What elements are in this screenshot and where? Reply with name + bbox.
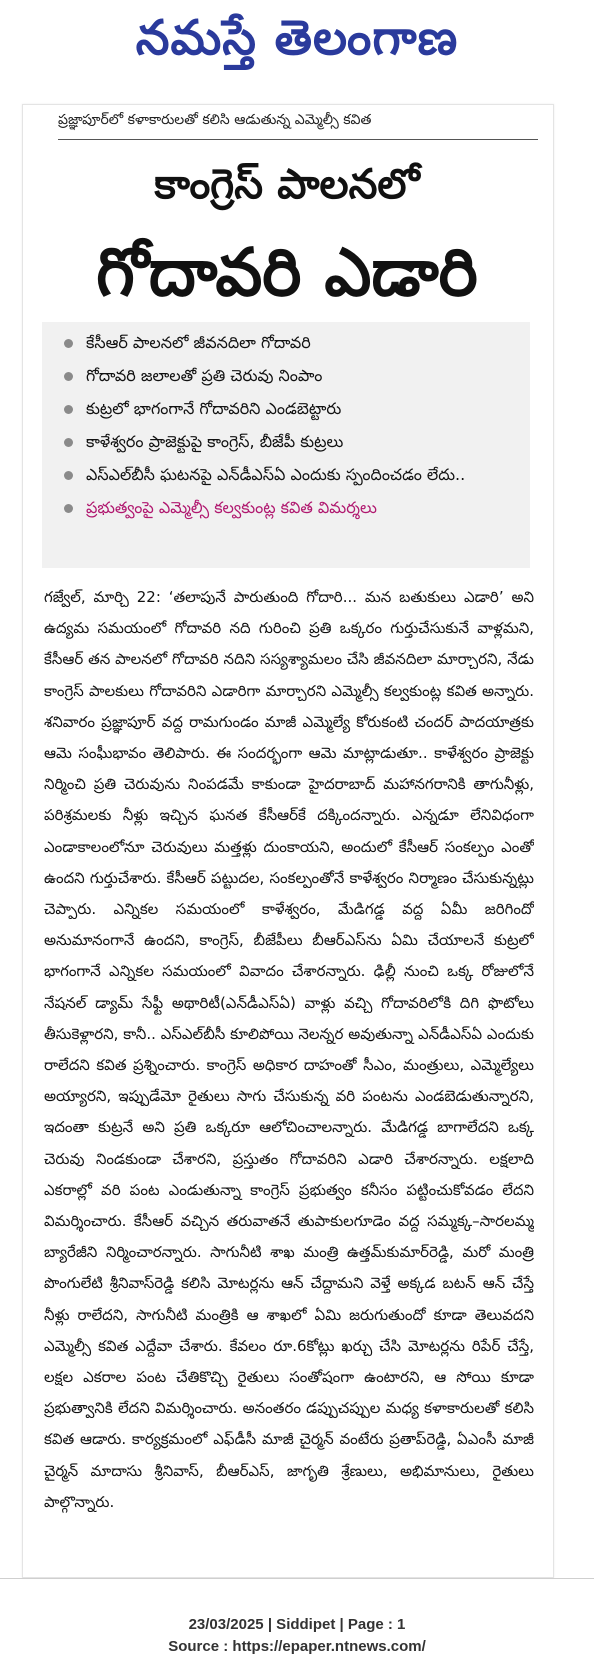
highlight-item: ఎస్ఎల్‌బీసీ ఘటనపై ఎన్‌డీఎస్ఏ ఎందుకు స్పందించడం లేదు.. — [58, 462, 520, 488]
bullet-dot-icon — [64, 504, 73, 513]
edition-info: 23/03/2025 | Siddipet | Page : 1 — [188, 1616, 406, 1633]
bullet-dot-icon — [64, 471, 73, 480]
headline-line-1: కాంగ్రెస్ పాలనలో — [154, 160, 420, 208]
newspaper-logo: నమస్తే తెలంగాణ — [135, 10, 459, 66]
highlight-item: కేసీఆర్ పాలనలో జీవనదిలా గోదావరి — [58, 330, 520, 356]
headline-line-2: గోదావరి ఎడారి — [96, 234, 478, 311]
bullet-dot-icon — [64, 372, 73, 381]
highlight-item: కుట్రలో భాగంగానే గోదావరిని ఎండబెట్టారు — [58, 396, 520, 422]
source-link[interactable]: Source : https://epaper.ntnews.com/ — [168, 1638, 426, 1655]
article-body: గజ్వేల్, మార్చి 22: ‘తలాపునే పారుతుంది గోదారి... మన బతుకులు ఎడారి’ అని ఉద్యమ సమయంలో గోదావరి నది గురించి ప్రతి ఒక్కరం గుర్తుచేసుకునే వాళ్లమని, కేసీఆర్ తన పాలనలో గోదావరి నదిని సస్యశ్యామలం చేసి జీవనదిలా మార్చారని, నేడు కాంగ్రెస్ పాలకులు గోదావరిని ఎడారిగా మార్చారని ఎమ్మెల్సీ కల్వకుంట్ల కవిత అన్నారు. శనివారం ప్రజ్ఞాపూర్ వద్ద రామగుండం మాజీ ఎమ్మెల్యే కోరుకంటి చందర్ పాదయాత్రకు ఆమె సంఘీభావం తెలిపారు. ఈ సందర్భంగా ఆమె మాట్లాడుతూ.. కాళేశ్వరం ప్రాజెక్టు నిర్మించి ప్రతి చెరువును నింపడమే కాకుండా హైదరాబాద్ మహానగరానికి తాగునీళ్లు, పరిశ్రమలకు నీళ్లు ఇచ్చిన ఘనత కేసీఆర్‌కే దక్కిందన్నారు. ఎన్నడూ లేనివిధంగా ఎండాకాలంలోనూ చెరువులు మత్తళ్లు దుంకాయని, అందులో కేసీఆర్ సంకల్పం ఎంతో ఉందని గుర్తుచేశారు. కేసీఆర్ పట్టుదల, సంకల్పంతోనే కాళేశ్వరం నిర్మాణం చేసుకున్నట్లు చెప్పారు. ఎన్నికల సమయంలో కాళేశ్వరం, మేడిగడ్డ వద్ద ఏమీ జరిగిందో అనుమానంగానే ఉందని, కాంగ్రెస్, బీజేపీలు బీఆర్ఎస్‌ను ఏమి చేయాలనే కుట్రలో భాగంగానే ఎన్నికల సమయంలో వివాదం చేశారన్నారు. ఢిల్లీ నుంచి ఒక్క రోజులోనే నేషనల్ డ్యామ్ సేఫ్టీ అథారిటీ(ఎన్‌డీఎస్ఏ) వాళ్లు వచ్చి గోదావరిలోకి దిగి ఫొటోలు తీసుకెళ్లారని, కానీ.. ఎస్ఎల్‌బీసీ కూలిపోయి నెలన్నర అవుతున్నా ఎన్‌డీఎస్ఏ ఎందుకు రాలేదని కవిత ప్రశ్నించారు. కాంగ్రెస్ అధికార దాహంతో సీఎం, మంత్రులు, ఎమ్మెల్యేలు అయ్యారని, ఇప్పుడేమో రైతులు సాగు చేసుకున్న వరి పంటను ఎండబెడుతున్నారని, ఇదంతా కుట్రనే అని ప్రతి ఒక్కరూ ఆలోచించాలన్నారు. మేడిగడ్డ బాగాలేదని ఒక్క చెరువు నిండకుండా చేశారని, ప్రస్తుతం గోదావరిని ఎడారి చేశారన్నారు. లక్షలాది ఎకరాల్లో వరి పంట ఎండుతున్నా కాంగ్రెస్ ప్రభుత్వం కనీసం పట్టించుకోవడం లేదని విమర్శించారు. కేసీఆర్ వచ్చిన తరువాతనే తుపాకులగూడెం వద్ద సమ్మక్క–సారలమ్మ బ్యారేజీని నిర్మించారన్నారు. సాగునీటి శాఖ మంత్రి ఉత్తమ్‌కుమార్‌రెడ్డి, మరో మంత్రి పొంగులేటి శ్రీనివాస్‌రెడ్డి కలిసి మోటర్లను ఆన్ చేద్దామని వెళ్తే అక్కడ బటన్ ఆన్ చేస్తే నీళ్లు రాలేదని, సాగునీటి మంత్రికి ఆ శాఖలో ఏమి జరుగుతుందో కూడా తెలువదని ఎమ్మెల్సీ కవిత ఎద్దేవా చేశారు. కేవలం రూ.6కోట్లు ఖర్చు చేసి మోటర్లను రిపేర్ చేస్తే, లక్షల ఎకరాల పంట చేతికొచ్చి రైతులు సంతోషంగా ఉంటారని, ఆ సోయి కూడా ప్రభుత్వానికి లేదని విమర్శించారు. అనంతరం డప్పుచప్పుల మధ్య కళాకారులతో కలిసి కవిత ఆడారు. కార్యక్రమంలో ఎఫ్‌డీసీ మాజీ చైర్మన్ వంటేరు ప్రతాప్‌రెడ్డి, ఏఎంసీ మాజీ చైర్మన్ మాదాసు శ్రీనివాస్, బీఆర్ఎస్, జాగృతి శ్రేణులు, అభిమానులు, రైతులు పాల్గొన్నారు. — [44, 588, 534, 1511]
footer — [0, 1614, 594, 1658]
footer-divider — [0, 1578, 594, 1579]
masthead — [0, 0, 594, 88]
highlight-item: గోదావరి జలాలతో ప్రతి చెరువు నింపాం — [58, 363, 520, 389]
highlight-item: కాళేశ్వరం ప్రాజెక్టుపై కాంగ్రెస్, బీజేపీ కుట్రలు — [58, 429, 520, 455]
kicker-divider — [58, 139, 538, 140]
bullet-dot-icon — [64, 339, 73, 348]
bullet-dot-icon — [64, 438, 73, 447]
bullet-dot-icon — [64, 405, 73, 414]
highlight-item-accent: ప్రభుత్వంపై ఎమ్మెల్సీ కల్వకుంట్ల కవిత విమర్శలు — [58, 495, 520, 521]
highlights-list — [58, 330, 520, 528]
article-kicker: ప్రజ్ఞాపూర్‌లో కళాకారులతో కలిసి ఆడుతున్న ఎమ్మెల్సీ కవిత — [58, 112, 372, 128]
